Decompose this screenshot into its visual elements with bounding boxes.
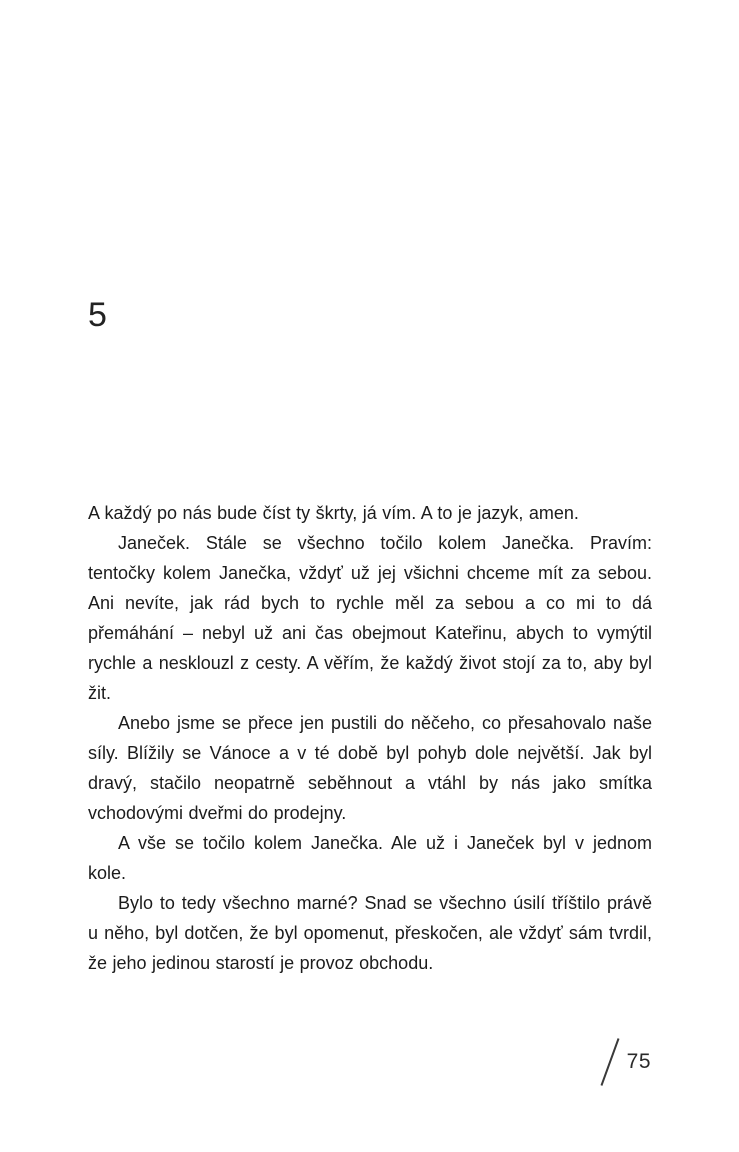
paragraph: A vše se točilo kolem Janečka. Ale už i Janeček byl v jednom kole. — [88, 833, 652, 883]
paragraph: Bylo to tedy všechno marné? Snad se všechno úsilí tříštilo právě u něho, byl dotčen, že byl opomenut, přeskočen, ale vždyť sám tvrdil, že jeho jedinou starostí je provoz obchodu. — [88, 893, 652, 973]
paragraph: Janeček. Stále se všechno točilo kolem Janečka. Pravím: tentočky kolem Janečka, vždyť už jej všichni chceme mít za sebou. Ani nevíte, jak rád bych to rychle měl za sebou a co mi to dá přemáhání – nebyl už ani čas obejmout Kateřinu, abych to vymýtil rychle a nesklouzl z cesty. A věřím, že každý život stojí za to, aby byl žit. — [88, 533, 652, 703]
paragraph: A každý po nás bude číst ty škrty, já vím. A to je jazyk, amen. — [88, 503, 579, 523]
paragraph: Anebo jsme se přece jen pustili do něčeho, co přesahovalo naše síly. Blížily se Vánoce a v té době byl pohyb dole největší. Jak byl dravý, stačilo neopatrně seběhnout a vtáhl by nás jako smítka vchodovými dveřmi do prodejny. — [88, 713, 652, 823]
page-number: 75 — [626, 1050, 651, 1073]
slash-ornament — [600, 1038, 619, 1086]
chapter-number: 5 — [88, 296, 108, 334]
page-footer — [609, 1034, 651, 1090]
body-text — [88, 498, 652, 978]
